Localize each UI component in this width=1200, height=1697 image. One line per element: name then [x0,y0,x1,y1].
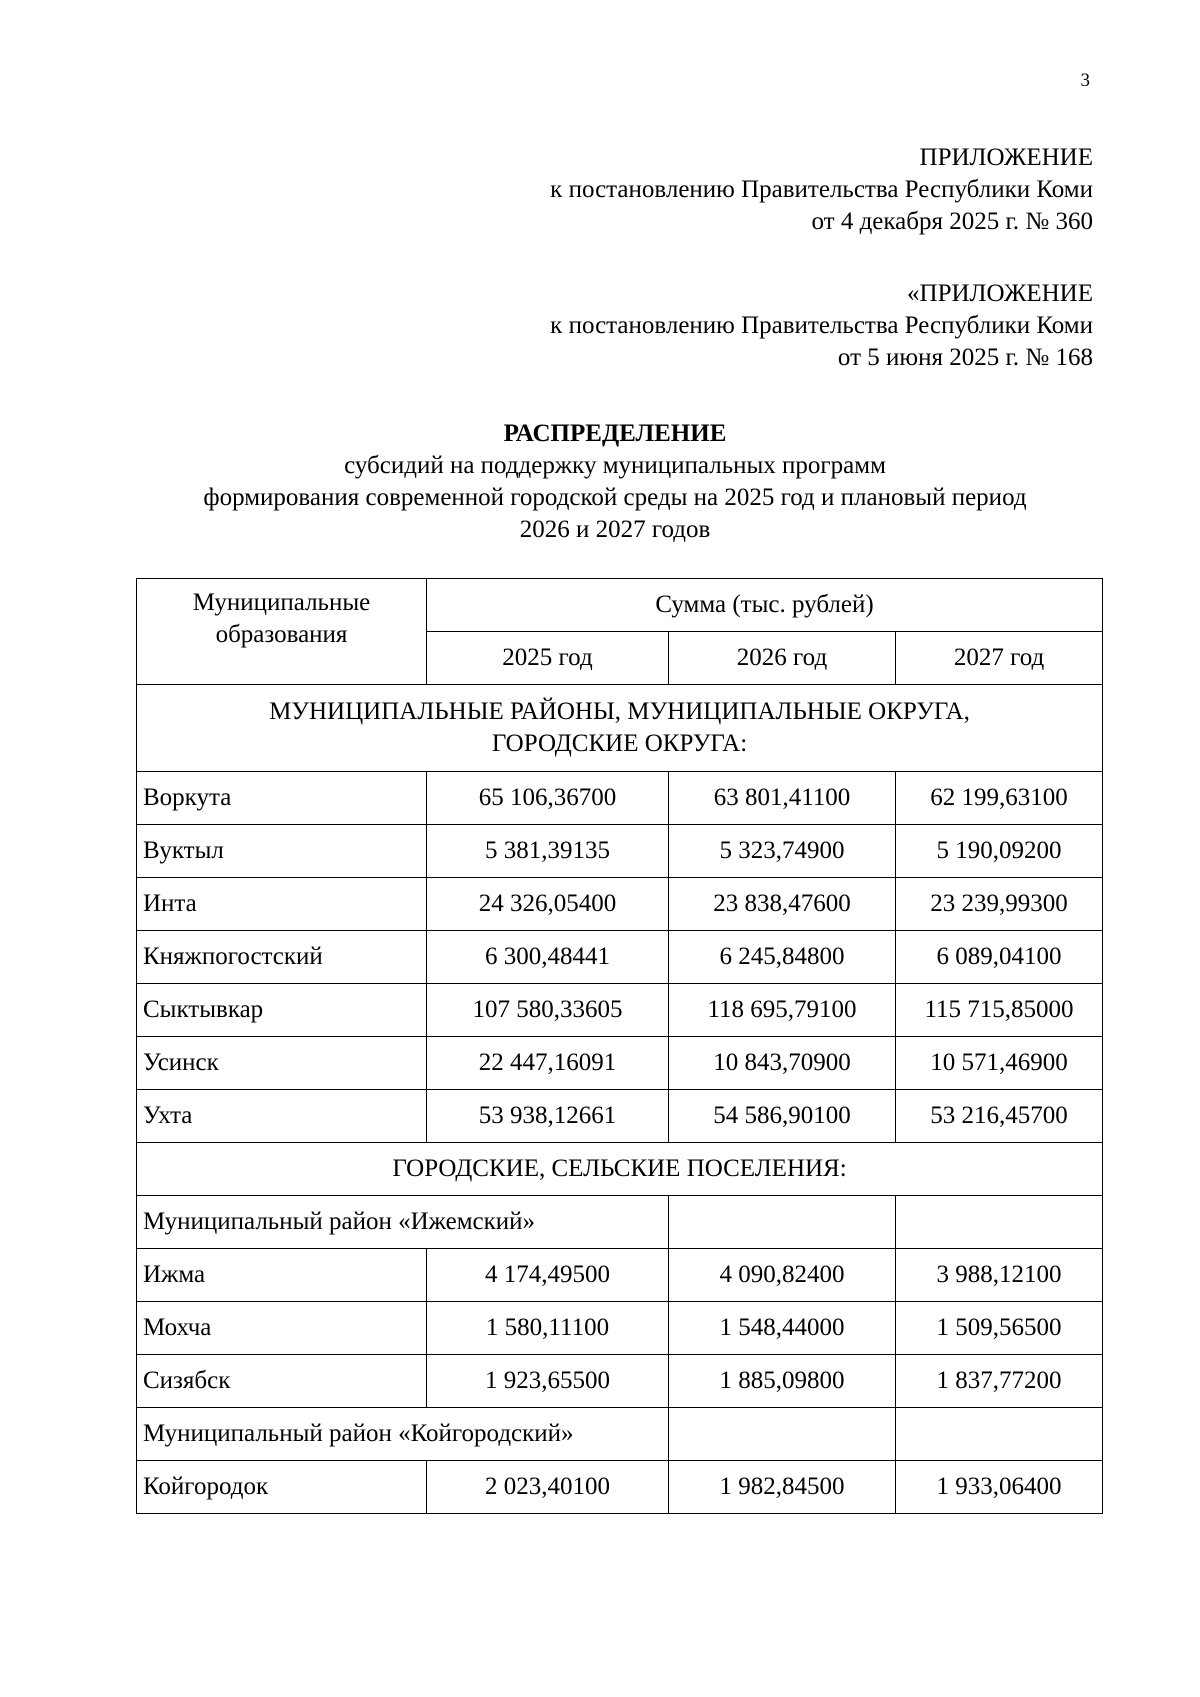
amount-2027: 3 988,12100 [896,1249,1103,1302]
section-title: ГОРОДСКИЕ, СЕЛЬСКИЕ ПОСЕЛЕНИЯ: [137,1143,1103,1196]
page-number: 3 [1080,70,1090,91]
amount-2025: 1 923,65500 [427,1355,669,1408]
amount-2025: 22 447,16091 [427,1037,669,1090]
column-header-municipality: Муниципальные образования [137,579,427,685]
amount-2027: 10 571,46900 [896,1037,1103,1090]
table-row [137,825,1103,878]
table-row [137,1302,1103,1355]
district-name: Муниципальный район «Ижемский» [137,1196,669,1249]
amount-2026: 23 838,47600 [669,878,896,931]
table-row [137,1249,1103,1302]
table-row [137,772,1103,825]
district-row [137,1408,1103,1461]
section-row [137,1143,1103,1196]
appendix-label: ПРИЛОЖЕНИЕ [919,144,1093,171]
title-line: формирования современной городской среды на 2025 год и плановый период [203,484,1027,511]
amount-2025: 65 106,36700 [427,772,669,825]
table-row [137,984,1103,1037]
table-row [137,1090,1103,1143]
amount-2027: 115 715,85000 [896,984,1103,1037]
municipality-name: Воркута [137,772,427,825]
appendix-header-original [550,278,1093,374]
municipality-name: Ухта [137,1090,427,1143]
appendix-decree-date: от 5 июня 2025 г. № 168 [837,344,1093,371]
amount-2027: 53 216,45700 [896,1090,1103,1143]
appendix-decree-ref: к постановлению Правительства Республики Коми [550,176,1093,203]
table-row [137,1355,1103,1408]
amount-2025: 1 580,11100 [427,1302,669,1355]
amount-2027: 62 199,63100 [896,772,1103,825]
section-title: ГОРОДСКИЕ ОКРУГА: [491,730,748,757]
empty-cell [669,1196,896,1249]
column-header-2025: 2025 год [427,632,669,685]
amount-2025: 107 580,33605 [427,984,669,1037]
amount-2026: 6 245,84800 [669,931,896,984]
title-line: 2026 и 2027 годов [519,516,711,543]
amount-2025: 53 938,12661 [427,1090,669,1143]
amount-2026: 1 548,44000 [669,1302,896,1355]
table-row [137,931,1103,984]
table-row [137,878,1103,931]
amount-2026: 54 586,90100 [669,1090,896,1143]
amount-2025: 2 023,40100 [427,1461,669,1514]
column-header-2027: 2027 год [896,632,1103,685]
municipality-name: Вуктыл [137,825,427,878]
district-row [137,1196,1103,1249]
amount-2026: 4 090,82400 [669,1249,896,1302]
municipality-name: Усинск [137,1037,427,1090]
amount-2025: 4 174,49500 [427,1249,669,1302]
empty-cell [669,1408,896,1461]
amount-2027: 1 933,06400 [896,1461,1103,1514]
amount-2025: 5 381,39135 [427,825,669,878]
document-title [135,418,1095,546]
column-header-2026: 2026 год [669,632,896,685]
amount-2027: 1 509,56500 [896,1302,1103,1355]
appendix-header-current [550,142,1093,238]
amount-2027: 1 837,77200 [896,1355,1103,1408]
column-header-sum: Сумма (тыс. рублей) [427,579,1103,632]
municipality-name: Койгородок [137,1461,427,1514]
amount-2026: 10 843,70900 [669,1037,896,1090]
empty-cell [896,1408,1103,1461]
municipality-name: Княжпогостский [137,931,427,984]
section-title: МУНИЦИПАЛЬНЫЕ РАЙОНЫ, МУНИЦИПАЛЬНЫЕ ОКРУГА, [269,698,970,725]
amount-2025: 6 300,48441 [427,931,669,984]
municipality-name: Мохча [137,1302,427,1355]
appendix-label: «ПРИЛОЖЕНИЕ [907,280,1093,307]
municipality-name: Ижма [137,1249,427,1302]
title-line: субсидий на поддержку муниципальных программ [344,452,886,479]
amount-2027: 6 089,04100 [896,931,1103,984]
amount-2026: 118 695,79100 [669,984,896,1037]
table-row [137,1037,1103,1090]
municipality-name: Сыктывкар [137,984,427,1037]
title-heading: РАСПРЕДЕЛЕНИЕ [503,420,727,447]
municipality-name: Инта [137,878,427,931]
section-row [137,685,1103,772]
amount-2026: 63 801,41100 [669,772,896,825]
amount-2027: 23 239,99300 [896,878,1103,931]
amount-2026: 1 982,84500 [669,1461,896,1514]
empty-cell [896,1196,1103,1249]
subsidy-distribution-table [136,578,1103,1514]
table-row [137,1461,1103,1514]
amount-2027: 5 190,09200 [896,825,1103,878]
appendix-decree-date: от 4 декабря 2025 г. № 360 [811,208,1093,235]
district-name: Муниципальный район «Койгородский» [137,1408,669,1461]
amount-2026: 1 885,09800 [669,1355,896,1408]
municipality-name: Сизябск [137,1355,427,1408]
appendix-decree-ref: к постановлению Правительства Республики Коми [550,312,1093,339]
amount-2026: 5 323,74900 [669,825,896,878]
amount-2025: 24 326,05400 [427,878,669,931]
